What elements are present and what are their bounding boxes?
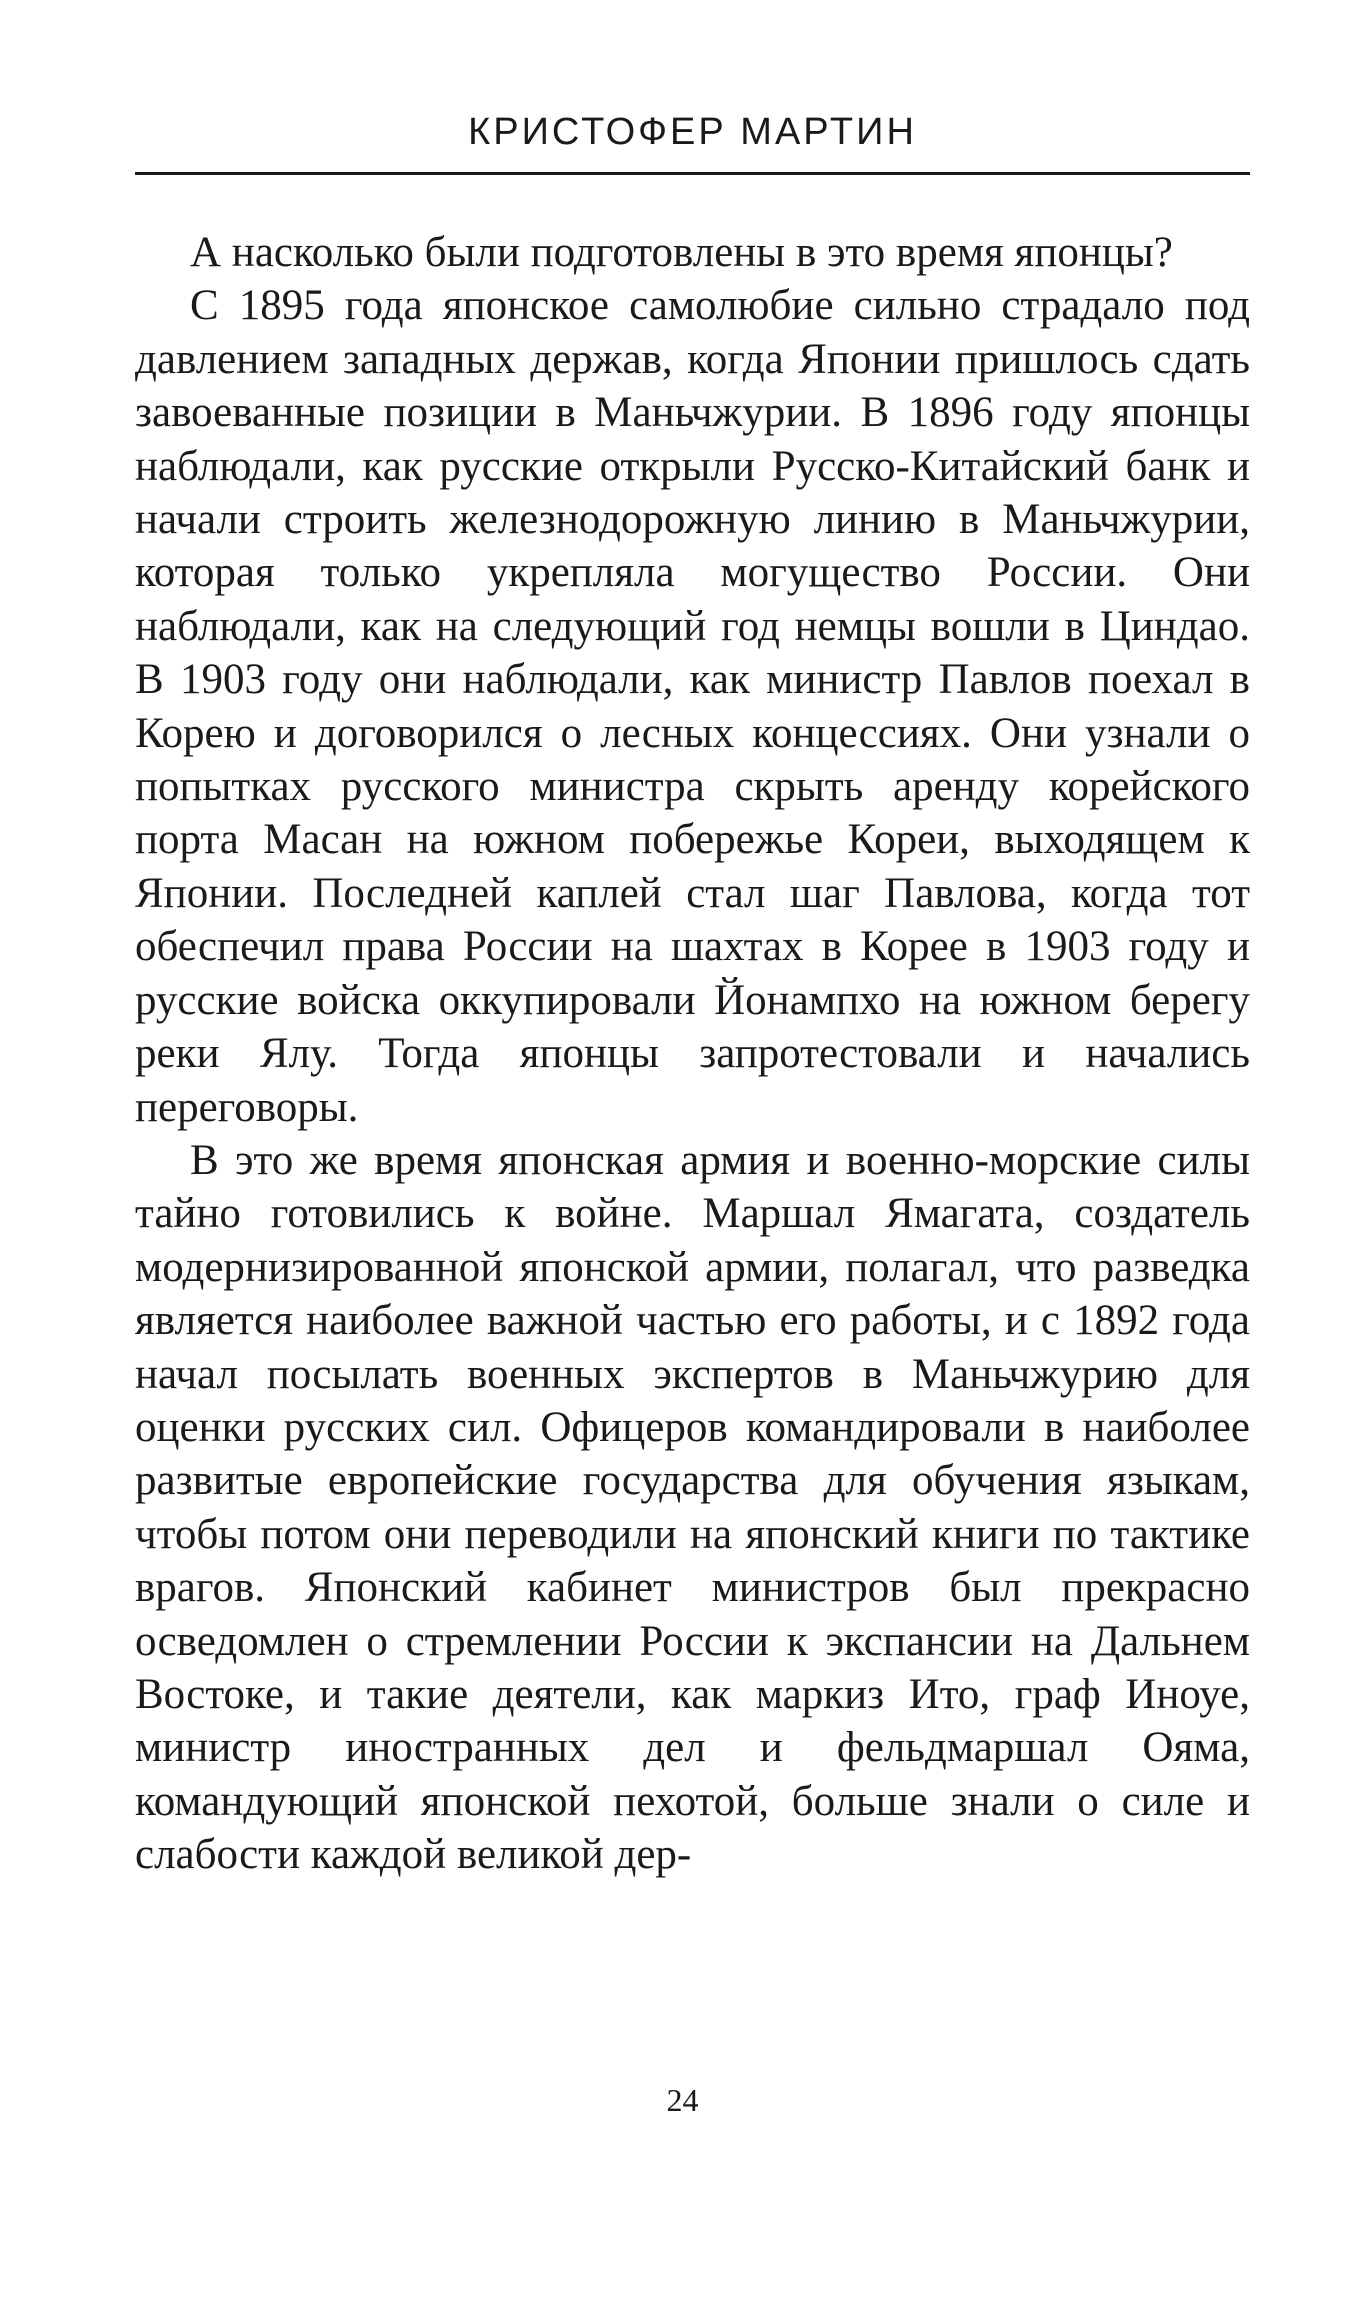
running-header-title: КРИСТОФЕР МАРТИН — [468, 111, 917, 153]
page-number: 24 — [666, 2082, 699, 2118]
paragraph: А насколько были подготовлены в это время японцы? — [190, 229, 1173, 276]
header-rule — [135, 172, 1250, 175]
paragraph: С 1895 года японское самолюбие сильно страдало под давлением западных держав, когда Японии пришлось сдать завоеванные позиции в Маньчжурии. В 1896 году японцы наблюдали, как русские открыли Русско-Китайский банк и начали строить железнодорожную линию в Маньчжурии, которая только укрепляла могущество России. Они наблюдали, как на следующий год немцы вошли в Циндао. В 1903 году они наблюдали, как министр Павлов поехал в Корею и договорился о лесных концессиях. Они узнали о попытках русского министра скрыть аренду корейского порта Масан на южном побережье Кореи, выходящем к Японии. Последней каплей стал шаг Павлова, когда тот обеспечил права России на шахтах в Корее в 1903 году и русские войска оккупировали Йонампхо на южном берегу реки Ялу. Тогда японцы запротестовали и начались переговоры. — [135, 282, 1250, 1131]
paragraph: В это же время японская армия и военно-морские силы тайно готовились к войне. Маршал Ямагата, создатель модернизированной японской армии, полагал, что разведка является наиболее важной частью его работы, и с 1892 года начал посылать военных экспертов в Маньчжурию для оценки русских сил. Офицеров командировали в наиболее развитые европейские государства для обучения языкам, чтобы потом они переводили на японский книги по тактике врагов. Японский кабинет министров был прекрасно осведомлен о стремлении России к экспансии на Дальнем Востоке, и такие деятели, как маркиз Ито, граф Иноуе, министр иностранных дел и фельдмаршал Ояма, командующий японской пехотой, больше знали о силе и слабости каждой великой дер- — [135, 1136, 1250, 1879]
body-text — [135, 226, 1250, 1882]
